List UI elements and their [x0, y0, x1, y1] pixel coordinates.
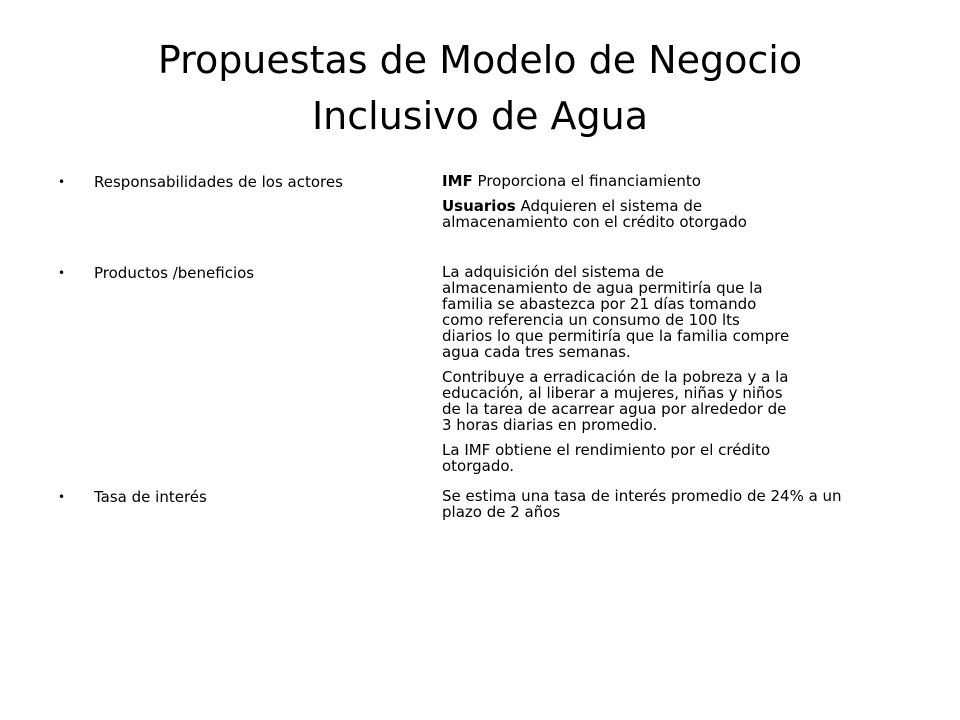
- paragraph-text: Contribuye a erradicación de la pobreza y a la educación, al liberar a mujeres, niñas y niños de la tarea de acarrear agua por alrededor de 3 horas diarias en promedio.: [442, 368, 789, 434]
- row-label: Responsabilidades de los actores: [94, 173, 343, 191]
- paragraph-text: Adquieren el sistema de almacenamiento con el crédito otorgado: [442, 197, 747, 231]
- bullet-dot: •: [58, 266, 66, 280]
- slide-title: [80, 32, 880, 144]
- title-line-2: Inclusivo de Agua: [311, 94, 649, 138]
- paragraph: [442, 198, 792, 230]
- title-line-1: Propuestas de Modelo de Negocio: [157, 38, 803, 82]
- paragraph-text: Se estima una tasa de interés promedio de 24% a un plazo de 2 años: [442, 487, 842, 521]
- bullet-row-responsabilidades: [58, 168, 878, 230]
- paragraph-text: Proporciona el financiamiento: [472, 172, 701, 190]
- bullet-dot: •: [58, 175, 66, 189]
- row-label: Tasa de interés: [94, 488, 207, 506]
- paragraph: [442, 168, 782, 189]
- paragraph: [442, 369, 792, 433]
- bullet-dot: •: [58, 490, 66, 504]
- spacer: [58, 239, 878, 259]
- row-description: [442, 483, 878, 520]
- paragraph-text: La IMF obtiene el rendimiento por el crédito otorgado.: [442, 441, 771, 475]
- paragraph: [442, 259, 792, 360]
- paragraph-bold: IMF: [442, 172, 473, 190]
- bullet-row-tasa: [58, 483, 878, 520]
- paragraph-bold: Usuarios: [442, 197, 516, 215]
- paragraph: [442, 442, 822, 474]
- row-description: [442, 168, 878, 230]
- paragraph-text: La adquisición del sistema de almacenamiento de agua permitiría que la familia se abastezca por 21 días tomando como referencia un consumo de 100 lts diarios lo que permitiría que la familia compre agua cada tres semanas.: [442, 263, 790, 361]
- paragraph: [442, 483, 862, 520]
- row-description: [442, 259, 878, 474]
- slide-content: [58, 168, 878, 529]
- row-label: Productos /beneficios: [94, 264, 255, 282]
- bullet-row-productos: [58, 259, 878, 474]
